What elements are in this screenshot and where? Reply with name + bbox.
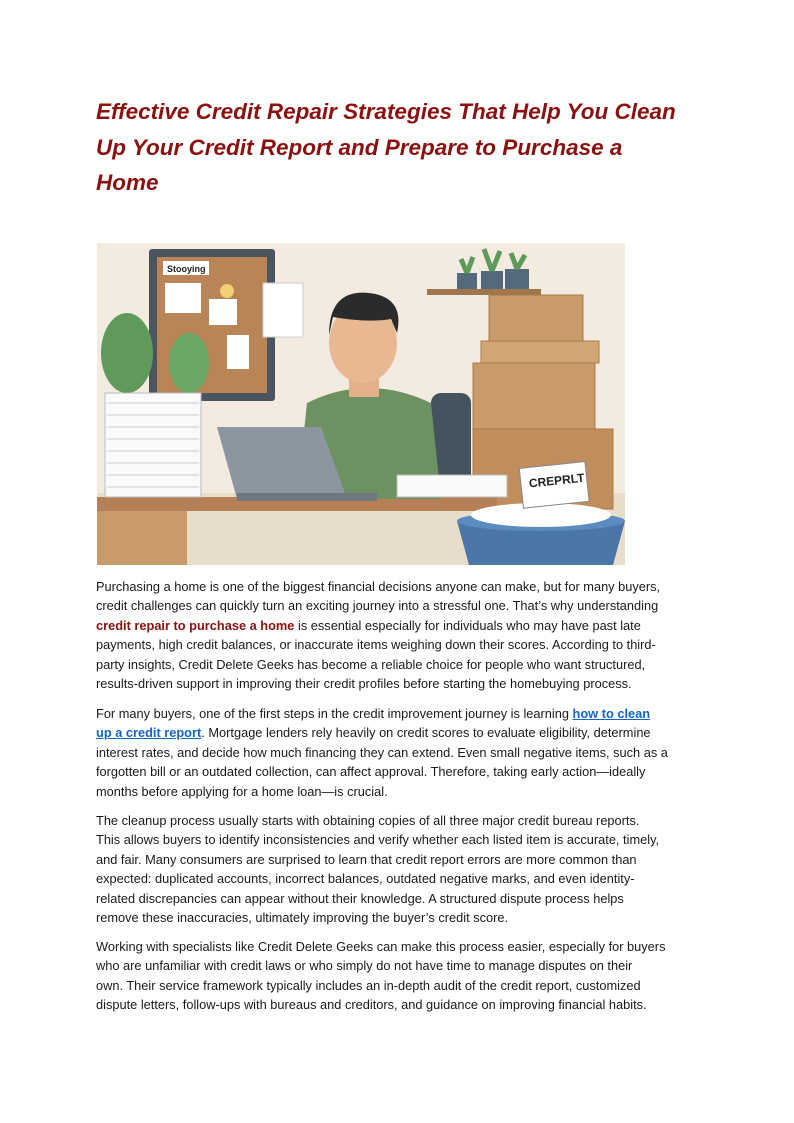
paragraph-first-steps xyxy=(96,704,668,801)
text-line: who are unfamiliar with credit laws or who simply do not have time to manage disputes on their xyxy=(96,958,633,974)
text-line: interest rates, and decide how much financing they can extend. Even small negative items, such as a xyxy=(96,744,668,760)
text-line: related discrepancies can appear without their knowledge. A structured dispute process helps xyxy=(96,890,624,906)
clean-credit-report-link[interactable]: how to clean xyxy=(572,706,651,721)
text-line xyxy=(96,616,660,635)
text-line: results-driven support in improving their credit profiles before starting the homebuying process. xyxy=(96,676,632,692)
title-line: Up Your Credit Report and Prepare to Purchase a xyxy=(96,134,623,160)
paragraph-specialists xyxy=(96,937,665,1015)
text-line: payments, high credit balances, or inaccurate items weighing down their scores. According to third- xyxy=(96,637,656,653)
text-line: and fair. Many consumers are surprised to learn that credit report errors are more common than xyxy=(96,851,637,867)
board-label: Stooying xyxy=(167,264,206,274)
text-line: Working with specialists like Credit Delete Geeks can make this process easier, especially for buyers xyxy=(96,939,666,954)
text-segment: is essential especially for individuals who may have past late xyxy=(294,617,641,633)
hero-illustration xyxy=(97,243,625,565)
title-line: Effective Credit Repair Strategies That Help You Clean xyxy=(96,99,676,124)
text-line: expected: duplicated accounts, incorrect balances, outdated negative marks, and even identity- xyxy=(96,871,635,887)
text-line: forgotten bill or an outdated collection, can affect approval. Therefore, taking early action—ideally xyxy=(96,764,646,780)
title-line: Home xyxy=(96,170,159,195)
text-line xyxy=(96,704,668,723)
clean-credit-report-link[interactable]: up a credit report xyxy=(96,725,202,741)
article-title xyxy=(96,94,676,201)
paragraph-cleanup-process xyxy=(96,811,659,927)
text-segment: For many buyers, one of the first steps in the credit improvement journey is learning xyxy=(96,706,573,721)
report-label: CREPRLT xyxy=(528,470,586,491)
text-line xyxy=(96,723,668,742)
text-line: This allows buyers to identify inconsistencies and verify whether each listed item is accurate, timely, xyxy=(96,832,660,848)
text-line: The cleanup process usually starts with obtaining copies of all three major credit bureau reports. xyxy=(96,813,640,828)
text-line: dispute letters, follow-ups with bureaus and creditors, and guidance on improving financial habits. xyxy=(96,997,647,1013)
text-line: credit challenges can quickly turn an exciting journey into a stressful one. That’s why understanding xyxy=(96,598,659,614)
text-line: Purchasing a home is one of the biggest financial decisions anyone can make, but for many buyers, xyxy=(96,579,661,594)
paragraph-intro xyxy=(96,577,660,693)
credit-repair-highlight: credit repair to purchase a home xyxy=(96,617,295,633)
text-line: own. Their service framework typically includes an in-depth audit of the credit report, customized xyxy=(96,977,641,993)
text-segment: . Mortgage lenders rely heavily on credit scores to evaluate eligibility, determine xyxy=(201,725,651,741)
text-line: months before applying for a home loan—is crucial. xyxy=(96,783,388,799)
text-line: party insights, Credit Delete Geeks has become a reliable choice for people who want structured, xyxy=(96,656,646,672)
text-line: remove these inaccuracies, ultimately improving the buyer’s credit score. xyxy=(96,910,509,926)
